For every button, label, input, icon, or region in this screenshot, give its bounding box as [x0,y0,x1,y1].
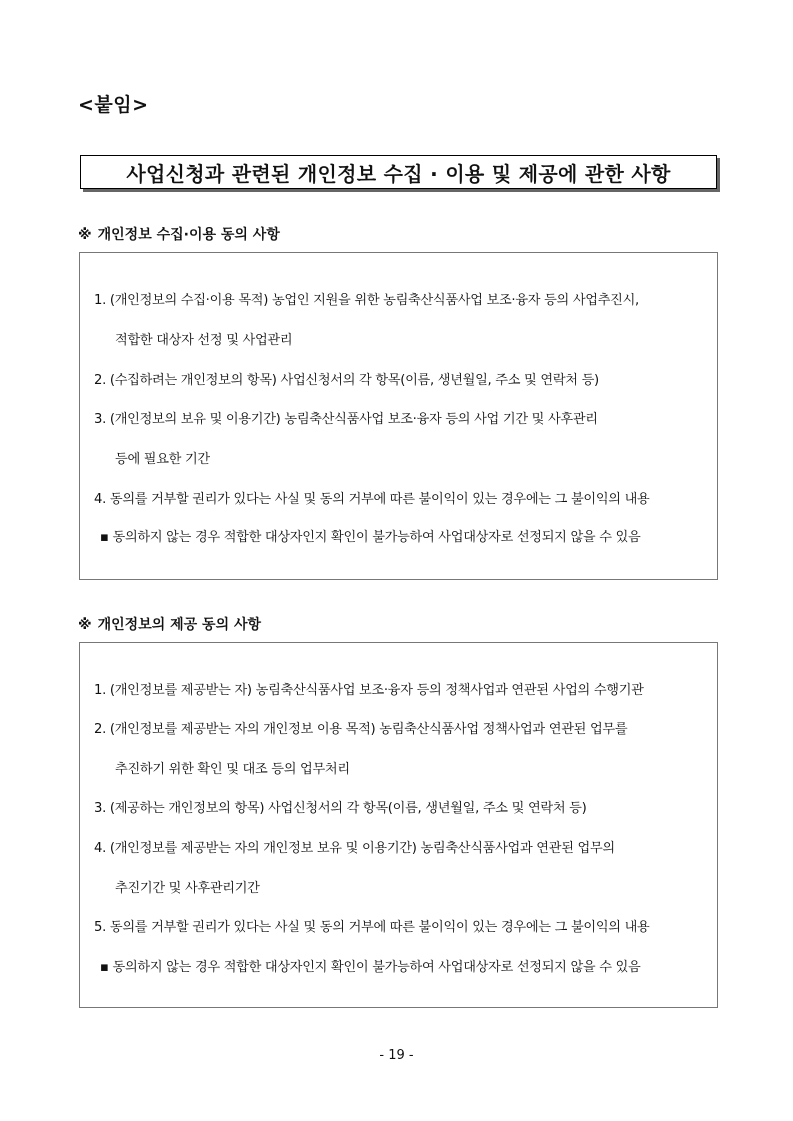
section1-item-1-cont: 적합한 대상자 선정 및 사업관리 [115,333,293,348]
section1-bullet: ▪ 동의하지 않는 경우 적합한 대상자인지 확인이 불가능하여 사업대상자로 선정되지 않을 수 있음 [100,530,641,545]
section1-heading [78,224,280,244]
section2-heading-text: 개인정보의 제공 동의 사항 [97,617,262,633]
section1-heading-text: 개인정보 수집·이용 동의 사항 [97,227,280,243]
reference-mark-icon: ※ [78,617,92,633]
section2-bullet: ▪ 동의하지 않는 경우 적합한 대상자인지 확인이 불가능하여 사업대상자로 선정되지 않을 수 있음 [100,960,641,975]
section2-item-5: 5. 동의를 거부할 권리가 있다는 사실 및 동의 거부에 따른 불이익이 있는 경우에는 그 불이익의 내용 [94,920,650,935]
section2-item-2: 2. (개인정보를 제공받는 자의 개인정보 이용 목적) 농림축산식품사업 정책사업과 연관된 업무를 [94,722,628,737]
section2-heading [78,614,261,634]
reference-mark-icon: ※ [78,227,92,243]
section2-box [79,642,718,1008]
section1-item-3-cont: 등에 필요한 기간 [115,452,210,467]
page-number: - 19 - [379,1048,414,1063]
section2-item-3: 3. (제공하는 개인정보의 항목) 사업신청서의 각 항목(이름, 생년월일, 주소 및 연락처 등) [94,801,587,816]
section2-item-1: 1. (개인정보를 제공받는 자) 농림축산식품사업 보조·융자 등의 정책사업과 연관된 사업의 수행기관 [94,683,644,698]
section1-item-3: 3. (개인정보의 보유 및 이용기간) 농림축산식품사업 보조·융자 등의 사업 기간 및 사후관리 [94,412,598,427]
document-title: 사업신청과 관련된 개인정보 수집 · 이용 및 제공에 관한 사항 [80,155,717,189]
section1-item-4: 4. 동의를 거부할 권리가 있다는 사실 및 동의 거부에 따른 불이익이 있는 경우에는 그 불이익의 내용 [94,492,650,507]
attachment-label: <붙임> [78,94,149,116]
section2-item-4-cont: 추진기간 및 사후관리기간 [115,881,260,896]
section1-box [79,252,718,580]
section1-item-2: 2. (수집하려는 개인정보의 항목) 사업신청서의 각 항목(이름, 생년월일, 주소 및 연락처 등) [94,373,599,388]
section1-item-1: 1. (개인정보의 수집·이용 목적) 농업인 지원을 위한 농림축산식품사업 보조·융자 등의 사업추진시, [94,293,639,308]
section2-item-4: 4. (개인정보를 제공받는 자의 개인정보 보유 및 이용기간) 농림축산식품사업과 연관된 업무의 [94,841,615,856]
section2-item-2-cont: 추진하기 위한 확인 및 대조 등의 업무처리 [115,762,350,777]
